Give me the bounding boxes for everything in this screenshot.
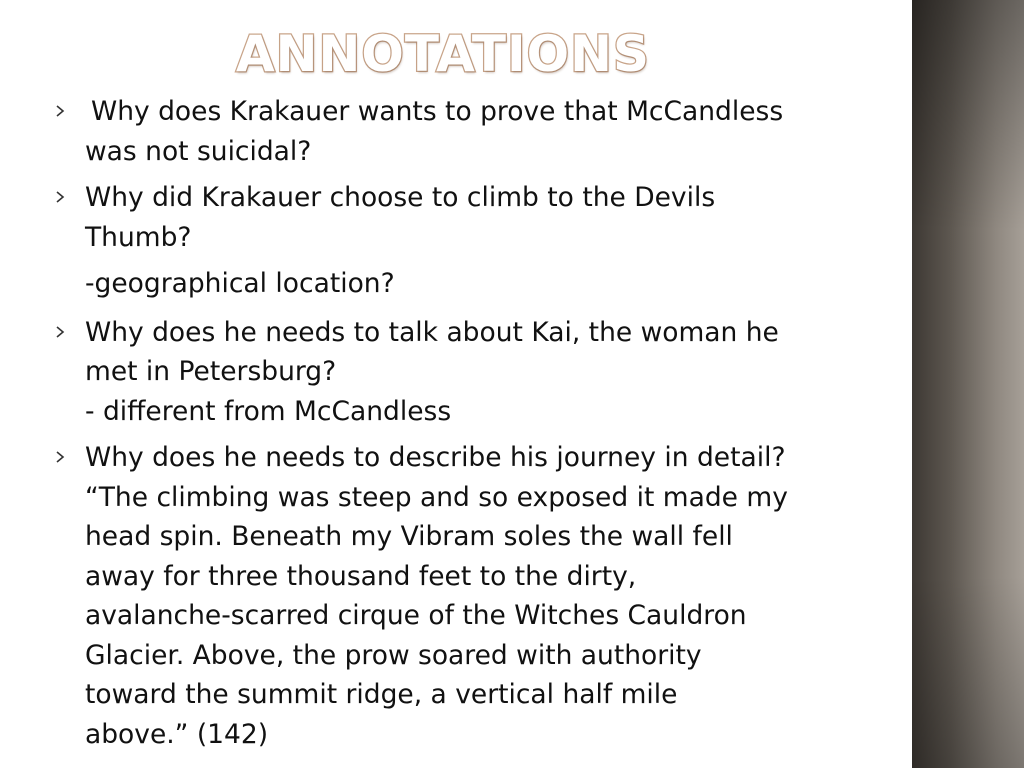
- bullet-item-2: [52, 178, 862, 257]
- quote-line-4: avalanche-scarred cirque of the Witches Cauldron: [85, 600, 747, 631]
- arrow-bullet-icon: [55, 190, 65, 204]
- quote-line-6: toward the summit ridge, a vertical half mile: [85, 679, 678, 710]
- bullet-item-2-line-2: Thumb?: [85, 221, 192, 253]
- slide-title: ANNOTATIONS: [235, 25, 650, 83]
- quote-citation-line: above.” (142): [85, 718, 269, 750]
- sub-item-line-1: -geographical location?: [85, 268, 395, 299]
- bullet-item-3-line-1: Why does he needs to talk about Kai, the woman he: [85, 316, 779, 348]
- quote-line-1: “The climbing was steep and so exposed it made my: [85, 481, 788, 513]
- bullet-item-2-line-1: Why did Krakauer choose to climb to the Devils: [85, 182, 716, 213]
- bullet-item-3-line-3: - different from McCandless: [85, 395, 452, 427]
- quote-line-2: head spin. Beneath my Vibram soles the wall fell: [85, 521, 733, 552]
- bullet-item-3: [52, 313, 862, 432]
- arrow-bullet-icon: [55, 325, 65, 339]
- quote-line-3: away for three thousand feet to the dirty,: [85, 560, 637, 592]
- bullet-item-4-line-1: Why does he needs to describe his journey in detail?: [85, 442, 786, 473]
- arrow-bullet-icon: [55, 450, 65, 464]
- quote-line-5: Glacier. Above, the prow soared with authority: [85, 639, 702, 671]
- bullet-item-1-line-1: Why does Krakauer wants to prove that McCandless: [91, 96, 784, 127]
- bullet-item-3-line-2: met in Petersburg?: [85, 356, 337, 387]
- decorative-side-bar: [912, 0, 1024, 768]
- bullet-item-4: [52, 438, 862, 754]
- bullet-list: [52, 92, 862, 761]
- sub-item-geographical-location: [52, 264, 862, 304]
- arrow-bullet-icon: [55, 104, 65, 118]
- bullet-item-1: [52, 92, 862, 171]
- bullet-item-1-line-2: was not suicidal?: [85, 135, 312, 167]
